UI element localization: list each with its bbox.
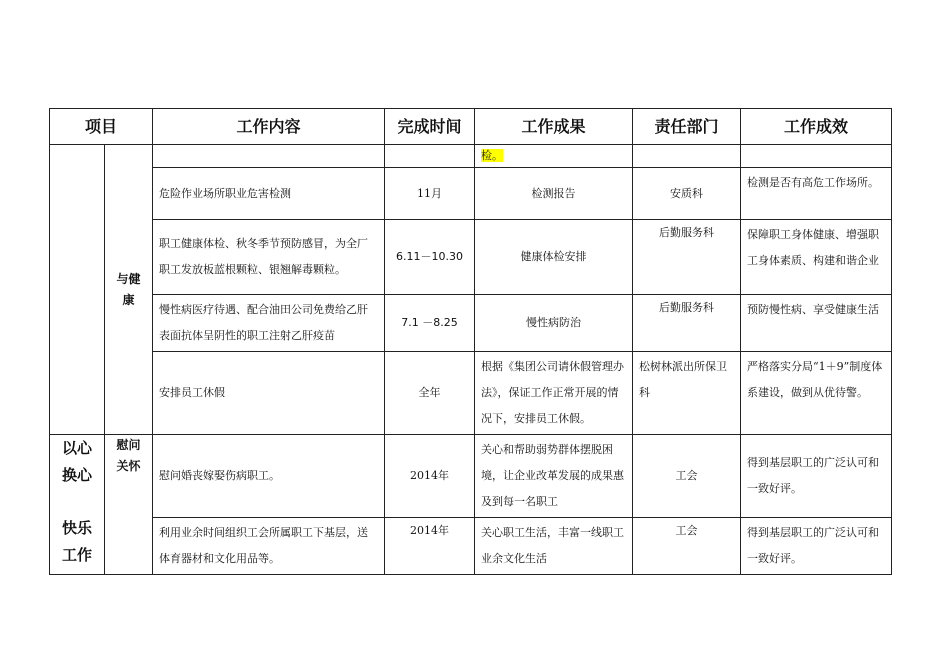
cell-time: 6.11－10.30 [385, 220, 475, 295]
cell-dept: 后勤服务科 [633, 295, 741, 352]
group-sub-line: 关怀 [116, 459, 141, 473]
work-plan-table [49, 108, 892, 575]
group-main-spacer [50, 489, 104, 515]
cell-content: 危险作业场所职业危害检测 [153, 168, 385, 220]
cell-time [385, 145, 475, 168]
cell-result [475, 145, 633, 168]
cell-content [153, 145, 385, 168]
group-sub-line: 与健 [116, 271, 141, 286]
cell-dept: 工会 [633, 435, 741, 518]
table-row [50, 220, 892, 295]
cell-result: 关心职工生活，丰富一线职工业余文化生活 [475, 518, 633, 575]
cell-result: 检测报告 [475, 168, 633, 220]
cell-effect: 检测是否有高危工作场所。 [741, 168, 892, 220]
group-sub-health [105, 145, 153, 435]
cell-time: 全年 [385, 352, 475, 435]
table-row [50, 435, 892, 518]
cell-effect: 保障职工身体健康、增强职工身体素质、构建和谐企业 [741, 220, 892, 295]
cell-content: 安排员工休假 [153, 352, 385, 435]
cell-content: 慰问婚丧嫁娶伤病职工。 [153, 435, 385, 518]
cell-time: 11月 [385, 168, 475, 220]
header-effect: 工作成效 [741, 109, 892, 145]
cell-dept: 后勤服务科 [633, 220, 741, 295]
cell-time: 7.1 －8.25 [385, 295, 475, 352]
cell-result: 慢性病防治 [475, 295, 633, 352]
cell-time: 2014年 [385, 518, 475, 575]
table-row [50, 295, 892, 352]
table-row [50, 518, 892, 575]
group-sub-care [105, 435, 153, 575]
cell-dept: 安质科 [633, 168, 741, 220]
group-main-line: 换心 [61, 466, 92, 484]
header-row [50, 109, 892, 145]
table-row [50, 168, 892, 220]
header-project: 项目 [50, 109, 153, 145]
cell-content: 利用业余时间组织工会所属职工下基层，送体育器材和文化用品等。 [153, 518, 385, 575]
group-cell-blank [50, 145, 105, 435]
cell-effect: 严格落实分局“1＋9”制度体系建设，做到从优待警。 [741, 352, 892, 435]
cell-result: 根据《集团公司请休假管理办法》，保证工作正常开展的情况下，安排员工休假。 [475, 352, 633, 435]
group-main-line: 工作 [61, 546, 92, 564]
cell-dept: 松树林派出所保卫科 [633, 352, 741, 435]
group-sub-line: 慰问 [116, 438, 141, 452]
group-sub-line: 康 [122, 292, 135, 307]
group-main-line: 快乐 [61, 519, 92, 537]
cell-result: 关心和帮助弱势群体摆脱困境，让企业改革发展的成果惠及到每一名职工 [475, 435, 633, 518]
highlighted-text: 检。 [481, 149, 504, 162]
table-row [50, 145, 892, 168]
cell-content: 职工健康体检、秋冬季节预防感冒，为全厂职工发放板蓝根颗粒、银翘解毒颗粒。 [153, 220, 385, 295]
header-time: 完成时间 [385, 109, 475, 145]
cell-dept [633, 145, 741, 168]
cell-dept: 工会 [633, 518, 741, 575]
cell-effect: 预防慢性病、享受健康生活 [741, 295, 892, 352]
group-main-line: 以心 [61, 439, 92, 457]
cell-content: 慢性病医疗待遇、配合油田公司免费给乙肝表面抗体呈阴性的职工注射乙肝疫苗 [153, 295, 385, 352]
cell-effect: 得到基层职工的广泛认可和一致好评。 [741, 435, 892, 518]
cell-effect [741, 145, 892, 168]
cell-effect: 得到基层职工的广泛认可和一致好评。 [741, 518, 892, 575]
cell-result: 健康体检安排 [475, 220, 633, 295]
table-row [50, 352, 892, 435]
header-dept: 责任部门 [633, 109, 741, 145]
group-main-category [50, 435, 105, 575]
header-result: 工作成果 [475, 109, 633, 145]
cell-time: 2014年 [385, 435, 475, 518]
header-content: 工作内容 [153, 109, 385, 145]
